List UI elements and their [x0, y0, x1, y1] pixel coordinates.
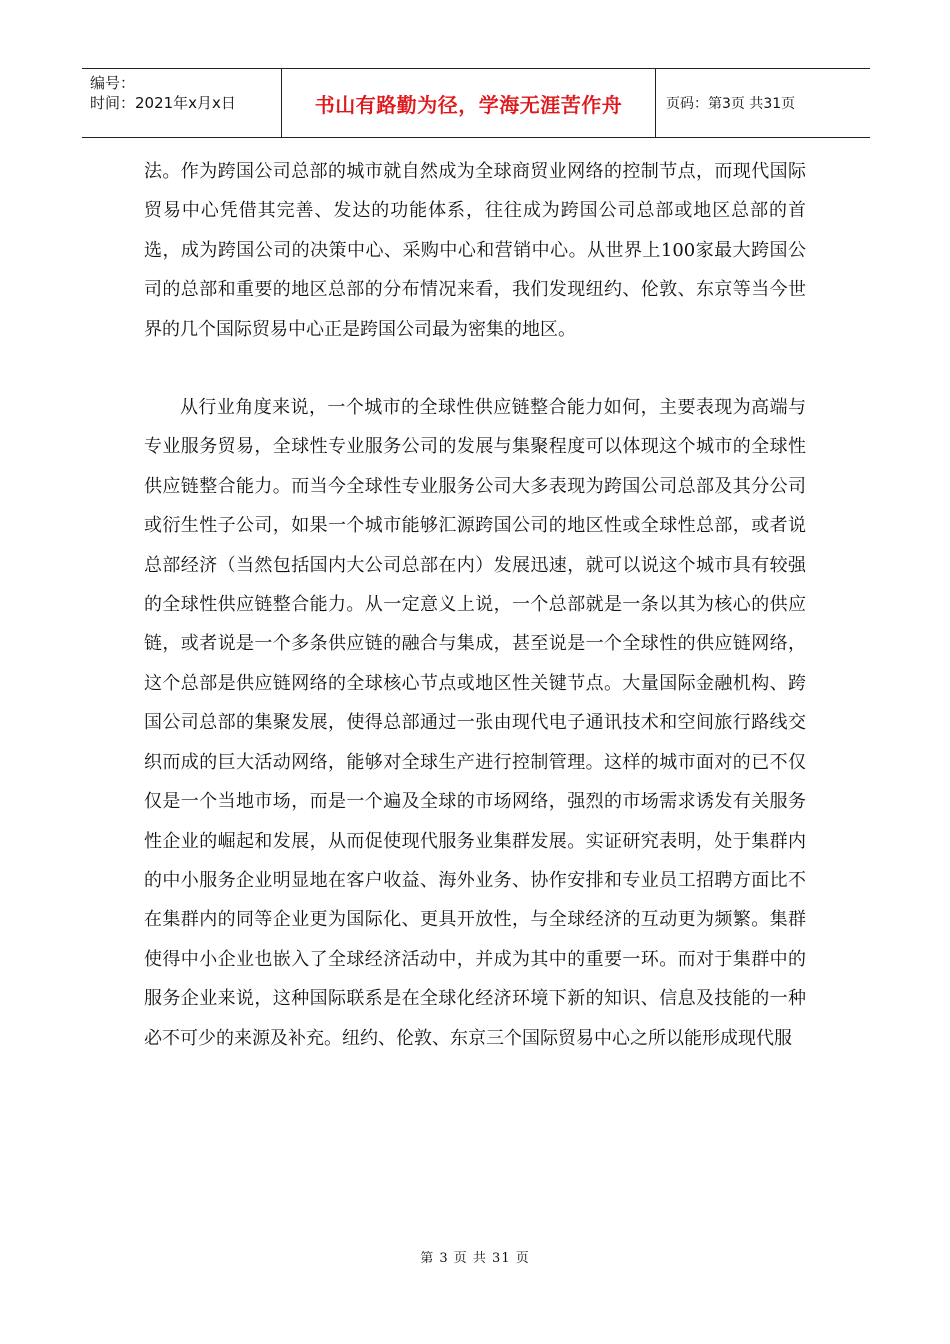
header-page-cell	[656, 69, 870, 137]
document-date: 时间：2021年x月x日	[90, 94, 236, 112]
page-header	[82, 68, 870, 138]
body-paragraph: 法。作为跨国公司总部的城市就自然成为全球商贸业网络的控制节点，而现代国际贸易中心凭借其完善、发达的功能体系，往往成为跨国公司总部或地区总部的首选，成为跨国公司的决策中心、采购中心和营销中心。从世界上100家最大跨国公司的总部和重要的地区总部的分布情况来看，我们发现纽约、伦敦、东京等当今世界的几个国际贸易中心正是跨国公司最为密集的地区。	[144, 161, 806, 340]
header-motto: 书山有路勤为径，学海无涯苦作舟	[314, 92, 623, 117]
page-footer: 第 3 页 共 31 页	[420, 1251, 530, 1266]
header-page-info: 页码：第3页 共31页	[666, 96, 796, 112]
body-paragraph: 从行业角度来说，一个城市的全球性供应链整合能力如何，主要表现为高端与专业服务贸易，全球性专业服务公司的发展与集聚程度可以体现这个城市的全球性供应链整合能力。而当今全球性专业服务公司大多表现为跨国公司总部及其分公司或衍生性子公司，如果一个城市能够汇源跨国公司的地区性或全球性总部，或者说总部经济（当然包括国内大公司总部在内）发展迅速，就可以说这个城市具有较强的全球性供应链整合能力。从一定意义上说，一个总部就是一条以其为核心的供应链，或者说是一个多条供应链的融合与集成，甚至说是一个全球性的供应链网络，这个总部是供应链网络的全球核心节点或地区性关键节点。大量国际金融机构、跨国公司总部的集聚发展，使得总部通过一张由现代电子通讯技术和空间旅行路线交织而成的巨大活动网络，能够对全球生产进行控制管理。这样的城市面对的已不仅仅是一个当地市场，而是一个遍及全球的市场网络，强烈的市场需求诱发有关服务性企业的崛起和发展，从而促使现代服务业集群发展。实证研究表明，处于集群内的中小服务企业明显地在客户收益、海外业务、协作安排和专业员工招聘方面比不在集群内的同等企业更为国际化、更具开放性，与全球经济的互动更为频繁。集群使得中小企业也嵌入了全球经济活动中，并成为其中的重要一环。而对于集群中的服务企业来说，这种国际联系是在全球化经济环境下新的知识、信息及技能的一种必不可少的来源及补充。纽约、伦敦、东京三个国际贸易中心之所以能形成现代服	[144, 397, 806, 1049]
header-motto-cell	[282, 69, 656, 137]
header-meta-cell	[82, 69, 282, 137]
document-code-label: 编号：	[90, 74, 136, 92]
document-body	[144, 152, 806, 1058]
